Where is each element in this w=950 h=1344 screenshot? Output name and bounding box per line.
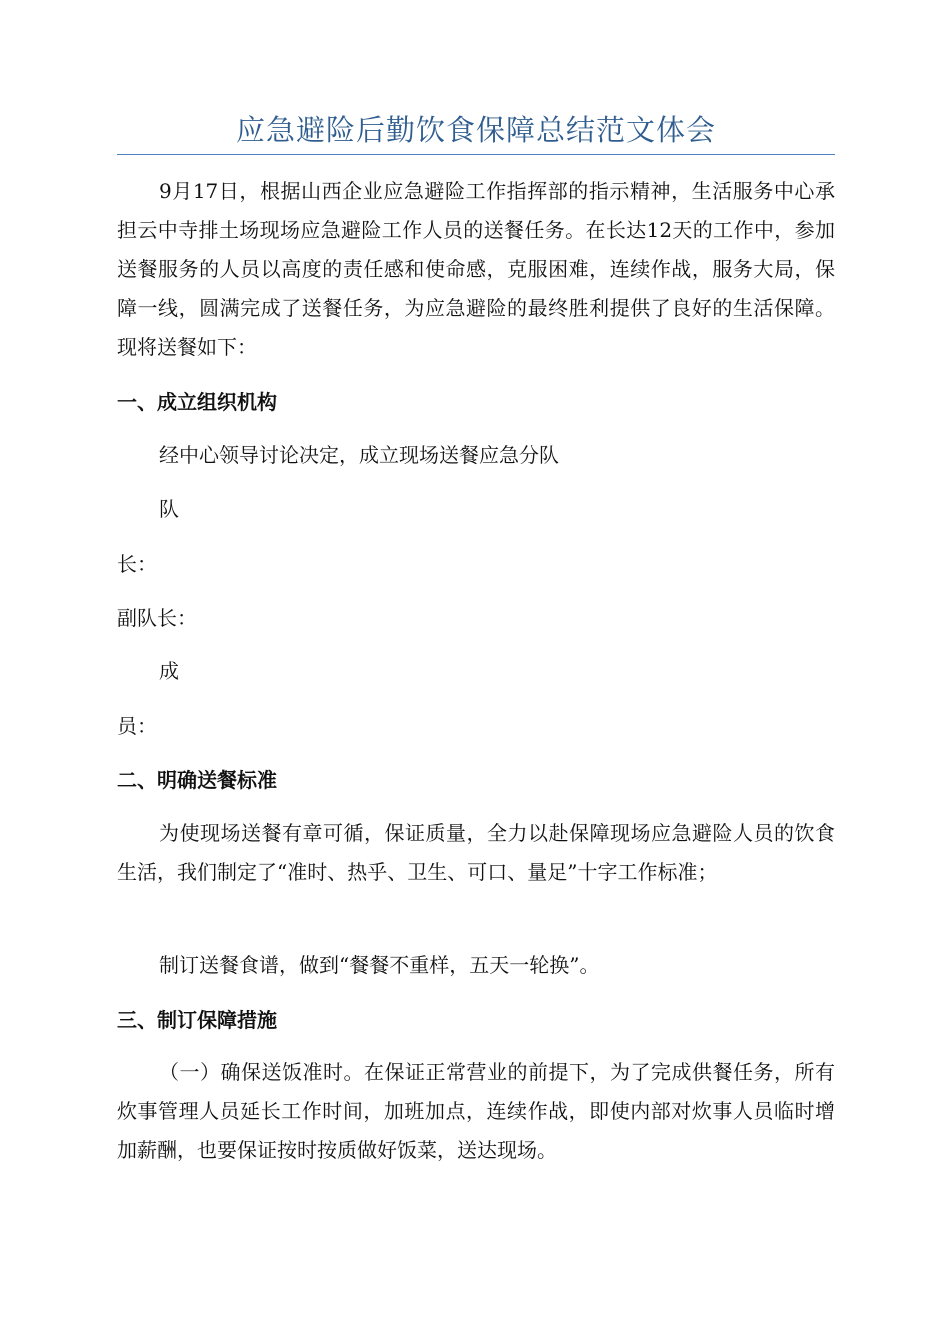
section-2-paragraph-2: 制订送餐食谱，做到“餐餐不重样，五天一轮换”。 <box>159 953 600 977</box>
section-2-paragraph-1: 为使现场送餐有章可循，保证质量，全力以赴保障现场应急避险人员的饮食生活，我们制定了“准时、热乎、卫生、可口、量足”十字工作标准； <box>117 821 835 884</box>
section-3-heading: 三、制订保障措施 <box>117 1008 277 1032</box>
intro-paragraph: 9月17日，根据山西企业应急避险工作指挥部的指示精神，生活服务中心承担云中寺排土场现场应急避险工作人员的送餐任务。在长达12天的工作中，参加送餐服务的人员以高度的责任感和使命感，克服困难，连续作战，服务大局，保障一线，圆满完成了送餐任务，为应急避险的最终胜利提供了良好的生活保障。现将送餐如下： <box>117 179 835 359</box>
deputy-leader-label: 副队长： <box>117 606 197 630</box>
document-title: 应急避险后勤饮食保障总结范文体会 <box>235 113 716 147</box>
member-label-part-2: 员： <box>117 714 157 738</box>
section-2-heading: 二、明确送餐标准 <box>117 768 277 792</box>
section-1-decision: 经中心领导讨论决定，成立现场送餐应急分队 <box>159 443 559 467</box>
title-underline <box>117 154 835 155</box>
leader-label-part-1: 队 <box>159 497 179 521</box>
member-label-part-1: 成 <box>159 659 179 683</box>
section-3-paragraph-1: （一）确保送饭准时。在保证正常营业的前提下，为了完成供餐任务，所有炊事管理人员延长工作时间，加班加点，连续作战，即使内部对炊事人员临时增加薪酬，也要保证按时按质做好饭菜，送达现场。 <box>117 1060 835 1162</box>
leader-label-part-2: 长： <box>117 552 157 576</box>
section-1-heading: 一、成立组织机构 <box>117 390 277 414</box>
